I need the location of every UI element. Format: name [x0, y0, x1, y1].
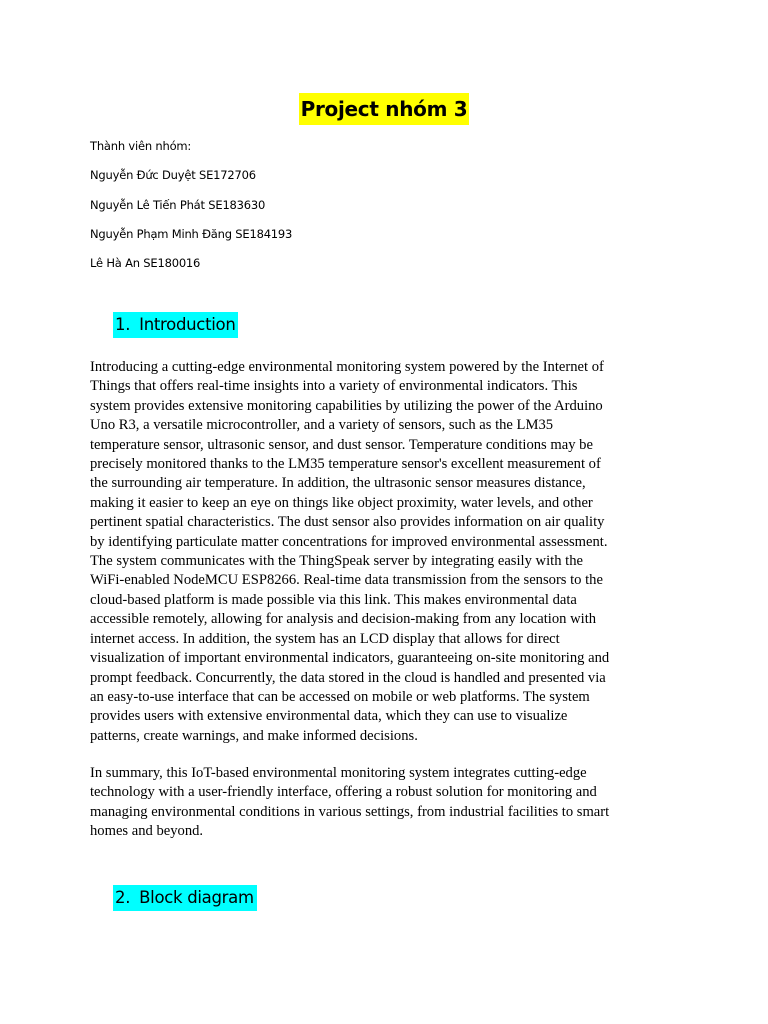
summary-paragraph: [90, 764, 680, 842]
text-line: making it easier to keep an eye on things like object proximity, water levels, and other: [90, 494, 593, 511]
member-name: Nguyễn Đức Duyệt SE172706: [90, 168, 256, 183]
text-line: an easy-to-use interface that can be accessed on mobile or web platforms. The system: [90, 688, 590, 705]
text-line: precisely monitored thanks to the LM35 temperature sensor's excellent measurement of: [90, 456, 601, 473]
text-line: temperature sensor, ultrasonic sensor, and dust sensor. Temperature conditions may be: [90, 436, 593, 453]
text-line: homes and beyond.: [90, 823, 204, 840]
text-line: In summary, this IoT-based environmental monitoring system integrates cutting-edge: [90, 765, 587, 781]
section-heading-introduction: [113, 312, 238, 338]
text-line: WiFi-enabled NodeMCU ESP8266. Real-time data transmission from the sensors to the: [90, 572, 603, 589]
document-title: Project nhóm 3: [299, 93, 470, 125]
members-label: Thành viên nhóm:: [90, 139, 192, 153]
section-heading-block-diagram: [113, 885, 257, 911]
member-name: Nguyễn Phạm Minh Đăng SE184193: [90, 226, 293, 241]
section-title: Introduction: [139, 315, 236, 334]
text-line: Uno R3, a versatile microcontroller, and a variety of sensors, such as the LM35: [90, 417, 554, 434]
text-line: provides users with extensive environmental data, which they can use to visualize: [90, 708, 568, 725]
text-line: prompt feedback. Concurrently, the data stored in the cloud is handled and presented via: [90, 669, 606, 686]
text-line: technology with a user-friendly interface, offering a robust solution for monitoring and: [90, 784, 597, 801]
text-line: pertinent spatial characteristics. The dust sensor also provides information on air quality: [90, 514, 605, 531]
text-line: visualization of important environmental indicators, guaranteeing on-site monitoring and: [90, 650, 610, 667]
text-line: the surrounding air temperature. In addition, the ultrasonic sensor measures distance,: [90, 475, 586, 492]
member-name: Nguyễn Lê Tiến Phát SE183630: [90, 197, 266, 212]
text-line: by identifying particulate matter concentrations for improved environmental assessment.: [90, 533, 608, 550]
text-line: Things that offers real-time insights into a variety of environmental indicators. This: [90, 378, 578, 395]
title-wrapper: [0, 93, 768, 125]
text-line: patterns, create warnings, and make informed decisions.: [90, 727, 418, 744]
section-number: 1.: [115, 315, 131, 334]
text-line: Introducing a cutting-edge environmental monitoring system powered by the Internet of: [90, 359, 604, 375]
section-number: 2.: [115, 888, 131, 907]
member-name: Lê Hà An SE180016: [90, 256, 201, 271]
text-line: system provides extensive monitoring capabilities by utilizing the power of the Arduino: [90, 397, 603, 414]
section-title: Block diagram: [139, 888, 254, 907]
text-line: The system communicates with the ThingSpeak server by integrating easily with the: [90, 553, 583, 570]
text-line: accessible remotely, allowing for analysis and decision-making from any location with: [90, 611, 597, 628]
text-line: internet access. In addition, the system has an LCD display that allows for direct: [90, 630, 560, 647]
text-line: cloud-based platform is made possible via this link. This makes environmental data: [90, 591, 577, 608]
members-block: [90, 136, 292, 282]
text-line: managing environmental conditions in various settings, from industrial facilities to smart: [90, 803, 610, 820]
introduction-paragraph: [90, 358, 680, 746]
